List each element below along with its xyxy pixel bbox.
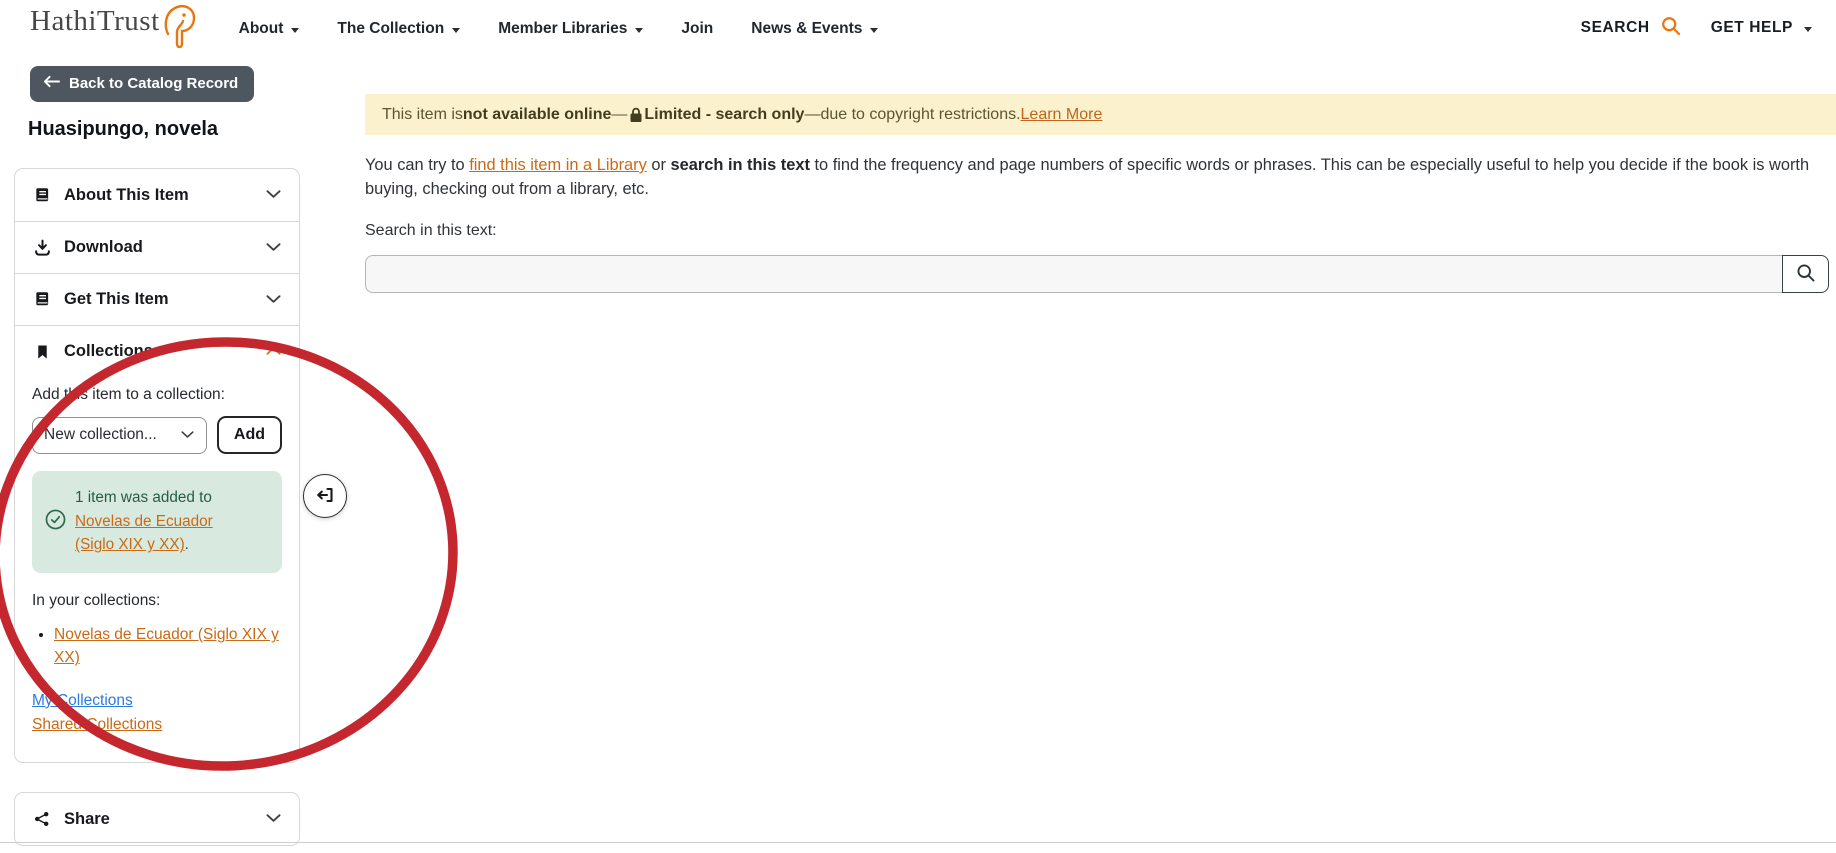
nav-item-news-events[interactable] — [751, 20, 878, 38]
lock-icon — [629, 107, 643, 123]
intro-text: You can try to — [365, 156, 465, 174]
accordion-about-this-item[interactable] — [15, 169, 299, 221]
caret-down-icon — [1804, 27, 1812, 32]
intro-text: to find the frequency and page numbers of specific words or phrases. This can be especially useful to help you decide if the book is worth — [814, 156, 1810, 174]
search-input[interactable] — [365, 255, 1783, 293]
banner-dash: — — [804, 105, 821, 123]
search-submit-button[interactable] — [1782, 255, 1829, 293]
search-menu-label: SEARCH — [1580, 19, 1650, 36]
page-title: Huasipungo, novela — [28, 118, 219, 140]
new-collection-select[interactable] — [32, 417, 207, 454]
search-in-text-group — [365, 255, 1829, 293]
accordion-download[interactable] — [15, 221, 299, 273]
hathitrust-logo-text: HathiTrust — [30, 4, 160, 37]
back-button-label: Back to Catalog Record — [69, 75, 239, 92]
footer-divider — [0, 842, 1836, 843]
find-in-library-link[interactable]: find this item in a Library — [469, 156, 647, 174]
collection-list — [35, 623, 282, 670]
caret-down-icon — [452, 28, 460, 33]
nav-label: The Collection — [337, 20, 445, 37]
banner-text: This item is — [382, 105, 463, 123]
chevron-down-icon — [266, 239, 281, 257]
add-to-collection-controls — [32, 416, 282, 454]
nav-label: Join — [681, 20, 714, 37]
check-circle-icon — [45, 509, 66, 535]
caret-down-icon — [870, 28, 878, 33]
back-to-catalog-button[interactable] — [30, 66, 254, 102]
accordion-label: Share — [64, 809, 110, 828]
get-help-label: GET HELP — [1710, 19, 1793, 36]
collection-link[interactable]: Novelas de Ecuador (Siglo XIX y XX) — [54, 626, 279, 667]
intro-paragraph — [365, 153, 1836, 201]
bookmark-icon — [33, 344, 51, 360]
accordion-label: Download — [64, 238, 143, 256]
nav-label: About — [238, 20, 284, 37]
chevron-up-icon — [266, 343, 281, 361]
banner-reason: due to copyright restrictions. — [820, 105, 1021, 123]
intro-line2: buying, checking out from a library, etc. — [365, 180, 649, 198]
search-icon — [1796, 263, 1816, 286]
search-in-text-label: Search in this text: — [365, 222, 497, 239]
chevron-down-icon — [266, 186, 281, 204]
collections-footer-links — [32, 689, 282, 738]
download-icon — [33, 239, 51, 256]
get-help-menu[interactable] — [1711, 19, 1812, 37]
intro-bold-phrase: search in this text — [670, 156, 810, 174]
shared-collections-link[interactable]: Shared Collections — [32, 716, 163, 734]
search-menu-button[interactable] — [1581, 16, 1681, 41]
chevron-down-icon — [266, 291, 281, 309]
main-nav — [239, 20, 879, 38]
accordion-label: Get This Item — [64, 290, 169, 308]
chevron-down-icon — [266, 810, 281, 828]
collection-link[interactable]: Novelas de Ecuador (Siglo XIX y XX) — [75, 512, 213, 554]
hathitrust-elephant-icon — [163, 1, 197, 56]
add-button[interactable]: Add — [217, 416, 282, 454]
banner-status: not available online — [462, 105, 612, 123]
select-value: New collection... — [44, 426, 157, 443]
my-collections-link[interactable]: My Collections — [32, 691, 133, 709]
nav-item-member-libraries[interactable] — [498, 20, 643, 38]
success-message-text — [75, 486, 247, 557]
header-right — [1581, 16, 1812, 41]
availability-banner — [365, 94, 1836, 135]
in-your-collections-label: In your collections: — [32, 592, 161, 610]
caret-down-icon — [635, 28, 643, 33]
nav-label: News & Events — [751, 20, 863, 37]
success-text: 1 item was added to — [75, 489, 212, 506]
accordion-get-this-item[interactable] — [15, 273, 299, 325]
success-message-box — [32, 471, 282, 573]
share-icon — [33, 811, 51, 827]
hathitrust-logo[interactable] — [30, 1, 197, 56]
book-icon — [33, 187, 51, 204]
add-to-collection-prompt: Add this item to a collection: — [32, 386, 225, 403]
list-item — [54, 623, 282, 670]
accordion-share[interactable] — [15, 793, 299, 845]
back-arrow-icon — [43, 75, 60, 92]
collapse-sidebar-button[interactable] — [303, 474, 347, 518]
search-icon — [1661, 16, 1681, 41]
success-suffix: . — [184, 536, 189, 554]
book-icon — [33, 291, 51, 308]
nav-item-about[interactable] — [239, 20, 300, 38]
nav-item-the-collection[interactable] — [337, 20, 460, 38]
caret-down-icon — [291, 28, 299, 33]
accordion-label: About This Item — [64, 185, 189, 204]
intro-text: or — [651, 156, 666, 174]
share-accordion — [14, 792, 300, 846]
learn-more-link[interactable]: Learn More — [1020, 105, 1103, 123]
nav-item-join[interactable] — [681, 20, 713, 38]
banner-restriction: Limited - search only — [644, 105, 805, 123]
banner-dash: — — [611, 105, 628, 123]
nav-label: Member Libraries — [498, 20, 628, 37]
accordion-collections[interactable] — [15, 325, 299, 377]
accordion-label: Collections — [64, 342, 153, 360]
top-navigation-bar — [0, 0, 1836, 56]
chevron-down-icon — [181, 426, 194, 444]
intro-line1 — [365, 156, 1809, 174]
collapse-sidebar-icon — [315, 485, 335, 508]
collections-panel — [15, 377, 299, 762]
sidebar-accordion — [14, 168, 300, 763]
